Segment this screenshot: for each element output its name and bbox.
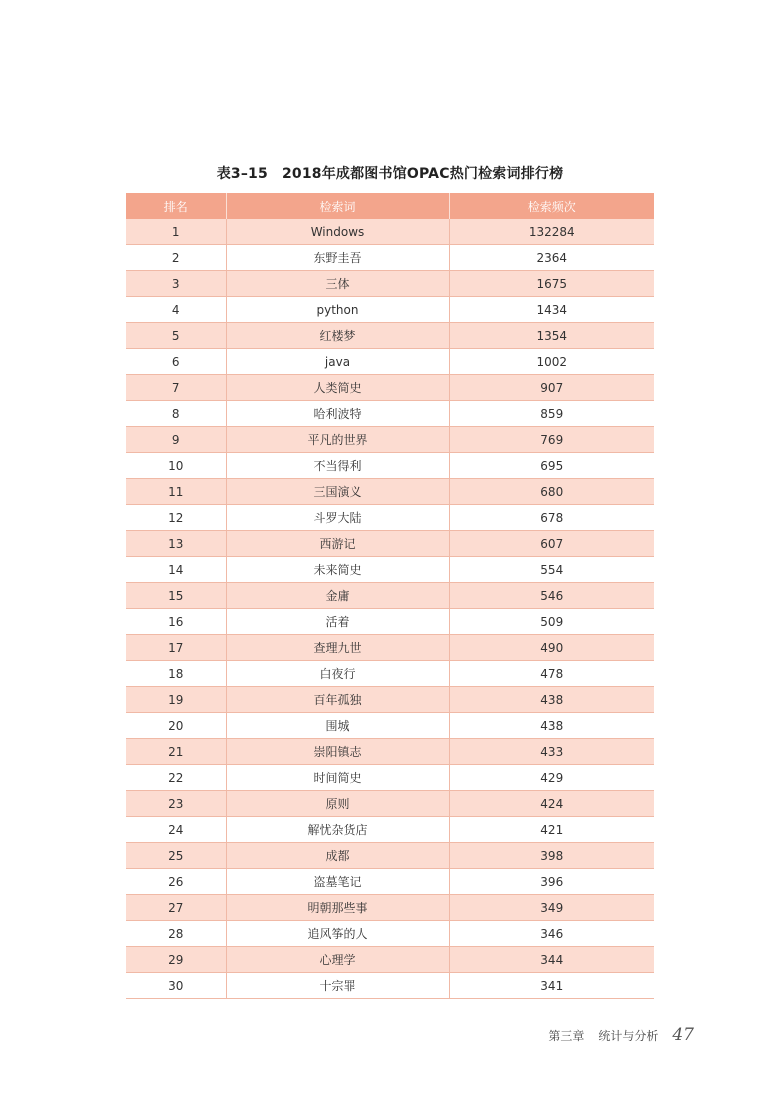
cell-frequency: 433 <box>449 739 654 765</box>
table-row <box>126 713 654 739</box>
cell-frequency: 478 <box>449 661 654 687</box>
table-row <box>126 635 654 661</box>
table-row <box>126 531 654 557</box>
cell-rank: 19 <box>126 687 226 713</box>
cell-frequency: 859 <box>449 401 654 427</box>
cell-frequency: 1434 <box>449 297 654 323</box>
table-body <box>126 219 654 999</box>
cell-frequency: 421 <box>449 817 654 843</box>
cell-frequency: 554 <box>449 557 654 583</box>
page-number: 47 <box>672 1025 694 1045</box>
table-row <box>126 661 654 687</box>
table-row <box>126 765 654 791</box>
cell-frequency: 907 <box>449 375 654 401</box>
cell-frequency: 2364 <box>449 245 654 271</box>
cell-rank: 5 <box>126 323 226 349</box>
cell-rank: 17 <box>126 635 226 661</box>
table-row <box>126 219 654 245</box>
table-row <box>126 245 654 271</box>
cell-rank: 3 <box>126 271 226 297</box>
cell-rank: 23 <box>126 791 226 817</box>
cell-term: 盗墓笔记 <box>226 869 449 895</box>
cell-term: 明朝那些事 <box>226 895 449 921</box>
table-row <box>126 401 654 427</box>
cell-term: 红楼梦 <box>226 323 449 349</box>
cell-term: 围城 <box>226 713 449 739</box>
table-row <box>126 739 654 765</box>
cell-rank: 12 <box>126 505 226 531</box>
header-frequency: 检索频次 <box>449 193 654 219</box>
cell-rank: 2 <box>126 245 226 271</box>
cell-rank: 29 <box>126 947 226 973</box>
cell-term: 十宗罪 <box>226 973 449 999</box>
table-row <box>126 869 654 895</box>
cell-rank: 24 <box>126 817 226 843</box>
cell-rank: 15 <box>126 583 226 609</box>
cell-rank: 20 <box>126 713 226 739</box>
cell-rank: 18 <box>126 661 226 687</box>
cell-frequency: 1354 <box>449 323 654 349</box>
cell-term: 白夜行 <box>226 661 449 687</box>
table-row <box>126 843 654 869</box>
cell-term: 成都 <box>226 843 449 869</box>
table-row <box>126 583 654 609</box>
cell-rank: 22 <box>126 765 226 791</box>
cell-term: python <box>226 297 449 323</box>
table-row <box>126 921 654 947</box>
cell-term: 百年孤独 <box>226 687 449 713</box>
table-row <box>126 453 654 479</box>
cell-rank: 10 <box>126 453 226 479</box>
cell-frequency: 346 <box>449 921 654 947</box>
ranking-table <box>126 193 654 999</box>
table-header-row <box>126 193 654 219</box>
cell-term: 东野圭吾 <box>226 245 449 271</box>
table-number: 表3–15 <box>216 166 268 182</box>
table-row <box>126 973 654 999</box>
table-row <box>126 557 654 583</box>
cell-frequency: 1675 <box>449 271 654 297</box>
cell-rank: 21 <box>126 739 226 765</box>
table-row <box>126 479 654 505</box>
cell-rank: 9 <box>126 427 226 453</box>
table-row <box>126 271 654 297</box>
cell-rank: 27 <box>126 895 226 921</box>
cell-term: 追风筝的人 <box>226 921 449 947</box>
cell-term: 人类简史 <box>226 375 449 401</box>
cell-term: 金庸 <box>226 583 449 609</box>
page-footer <box>548 1025 694 1045</box>
cell-rank: 13 <box>126 531 226 557</box>
cell-rank: 25 <box>126 843 226 869</box>
cell-term: 三体 <box>226 271 449 297</box>
cell-term: 崇阳镇志 <box>226 739 449 765</box>
cell-frequency: 678 <box>449 505 654 531</box>
cell-term: 哈利波特 <box>226 401 449 427</box>
cell-term: 活着 <box>226 609 449 635</box>
cell-term: 不当得利 <box>226 453 449 479</box>
table-row <box>126 895 654 921</box>
cell-frequency: 1002 <box>449 349 654 375</box>
header-term: 检索词 <box>226 193 449 219</box>
cell-term: 原则 <box>226 791 449 817</box>
cell-term: 未来简史 <box>226 557 449 583</box>
cell-term: 心理学 <box>226 947 449 973</box>
cell-frequency: 680 <box>449 479 654 505</box>
cell-rank: 14 <box>126 557 226 583</box>
table-row <box>126 323 654 349</box>
cell-frequency: 438 <box>449 687 654 713</box>
header-rank: 排名 <box>126 193 226 219</box>
cell-frequency: 429 <box>449 765 654 791</box>
table-row <box>126 427 654 453</box>
cell-frequency: 341 <box>449 973 654 999</box>
cell-frequency: 509 <box>449 609 654 635</box>
cell-frequency: 607 <box>449 531 654 557</box>
footer-chapter: 第三章 <box>548 1029 585 1043</box>
cell-term: 斗罗大陆 <box>226 505 449 531</box>
cell-frequency: 769 <box>449 427 654 453</box>
cell-frequency: 132284 <box>449 219 654 245</box>
cell-frequency: 398 <box>449 843 654 869</box>
cell-frequency: 344 <box>449 947 654 973</box>
cell-term: 时间简史 <box>226 765 449 791</box>
table-row <box>126 375 654 401</box>
cell-rank: 16 <box>126 609 226 635</box>
cell-term: 西游记 <box>226 531 449 557</box>
cell-frequency: 438 <box>449 713 654 739</box>
table-row <box>126 791 654 817</box>
cell-rank: 1 <box>126 219 226 245</box>
cell-rank: 7 <box>126 375 226 401</box>
cell-rank: 26 <box>126 869 226 895</box>
cell-frequency: 695 <box>449 453 654 479</box>
cell-rank: 8 <box>126 401 226 427</box>
table-row <box>126 947 654 973</box>
cell-rank: 11 <box>126 479 226 505</box>
table-row <box>126 505 654 531</box>
cell-rank: 6 <box>126 349 226 375</box>
cell-term: Windows <box>226 219 449 245</box>
cell-rank: 4 <box>126 297 226 323</box>
cell-rank: 28 <box>126 921 226 947</box>
table-row <box>126 349 654 375</box>
table-caption <box>0 163 780 183</box>
cell-frequency: 490 <box>449 635 654 661</box>
table-row <box>126 297 654 323</box>
cell-frequency: 396 <box>449 869 654 895</box>
cell-term: 解忧杂货店 <box>226 817 449 843</box>
cell-term: java <box>226 349 449 375</box>
cell-term: 平凡的世界 <box>226 427 449 453</box>
cell-frequency: 424 <box>449 791 654 817</box>
cell-rank: 30 <box>126 973 226 999</box>
cell-frequency: 349 <box>449 895 654 921</box>
footer-section: 统计与分析 <box>598 1029 659 1043</box>
table-title: 2018年成都图书馆OPAC热门检索词排行榜 <box>281 166 564 182</box>
table-row <box>126 609 654 635</box>
table-row <box>126 817 654 843</box>
cell-term: 三国演义 <box>226 479 449 505</box>
cell-frequency: 546 <box>449 583 654 609</box>
cell-term: 查理九世 <box>226 635 449 661</box>
table-row <box>126 687 654 713</box>
